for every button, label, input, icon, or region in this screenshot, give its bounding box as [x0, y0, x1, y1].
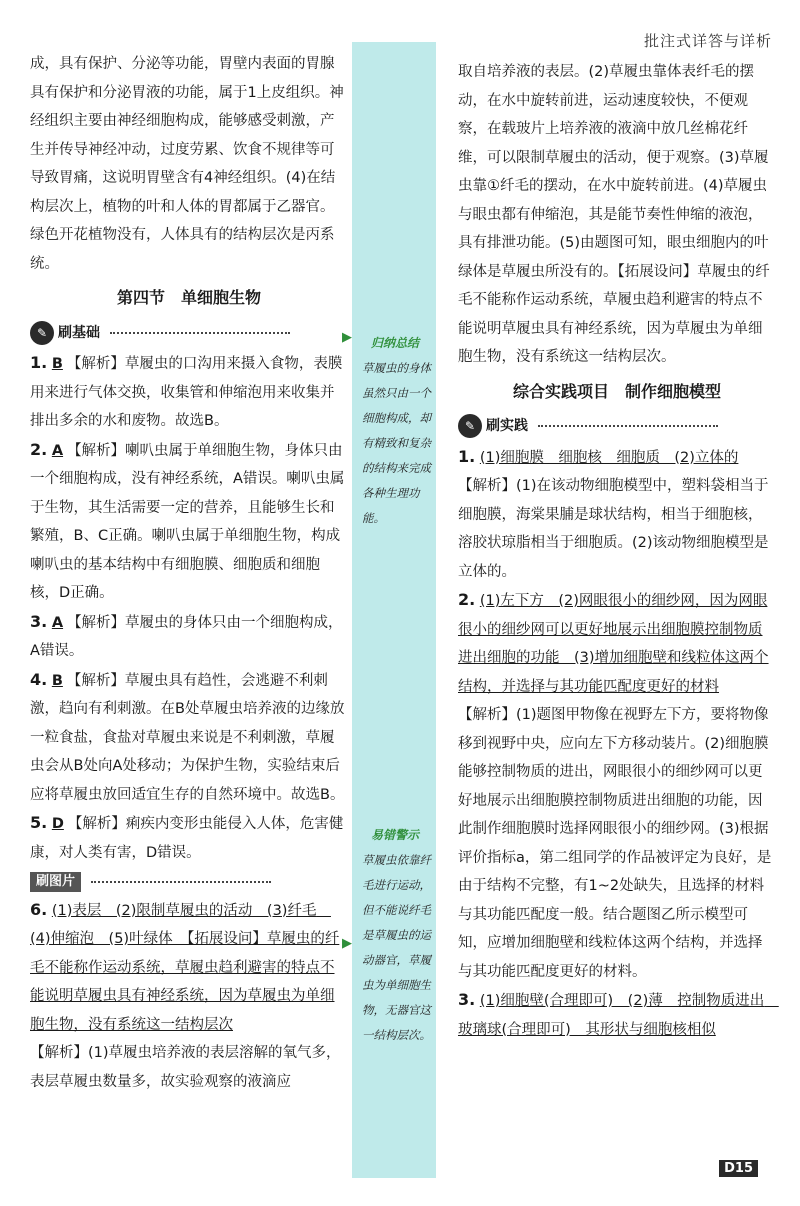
paragraph: 成，具有保护、分泌等功能，胃壁内表面的胃腺具有保护和分泌胃液的功能，属于1上皮组织。神经组织主要由神经细胞构成，能够感受刺激，产生并传导神经冲动，过度劳累、饮食不规律等可导致胃痛，这说明胃壁含有4神经组织。(4)在结构层次上，植物的叶和人体的胃都属于乙器官。绿色开花植物没有，人体具有的结构层次是丙系统。 [30, 56, 344, 272]
tag-label: 刷实践 [486, 418, 528, 434]
arrow-icon: ▶ [342, 936, 352, 951]
question [30, 809, 348, 867]
section-tag [458, 412, 718, 441]
answer: (1)细胞壁(合理即可) (2)薄 控制物质进出 玻璃球(合理即可) 其形状与细胞核相似 [458, 993, 779, 1038]
question [458, 586, 776, 701]
right-column [458, 58, 779, 1044]
question [458, 443, 776, 473]
divider [538, 425, 718, 427]
answer: A [51, 442, 64, 459]
divider [110, 332, 290, 334]
question [30, 349, 348, 436]
note-title: 易错警示 [370, 828, 419, 842]
question-number: 2. [458, 590, 476, 609]
explanation: 【解析】(1)在该动物细胞模型中，塑料袋相当于细胞膜，海棠果脯是球状结构，相当于细胞核，溶胶状琼脂相当于细胞质。(2)该动物细胞模型是立体的。 [458, 478, 769, 580]
question-number: 6. [30, 899, 48, 919]
question [30, 608, 348, 666]
answer: (1)细胞膜 细胞核 细胞质 (2)立体的 [479, 449, 739, 466]
arrow-icon: ▶ [342, 330, 352, 345]
question-number: 5. [30, 813, 48, 832]
note-title: 归纳总结 [370, 336, 419, 350]
explanation: 【解析】(1)草履虫培养液的表层溶解的氧气多，表层草履虫数量多，故实验观察的液滴应 [30, 1045, 341, 1090]
answer: A [51, 614, 64, 631]
answer: B [51, 356, 63, 372]
explanation: 【解析】草履虫的口沟用来摄入食物，表膜用来进行气体交换，收集管和伸缩泡用来收集并排出多余的水和废物。故选B。 [30, 356, 343, 429]
answer: D [51, 816, 64, 832]
tag-label: 刷图片 [30, 872, 81, 892]
tag-label: 刷基础 [58, 324, 100, 341]
question-number: 3. [458, 990, 476, 1009]
answer: (1)左下方 (2)网眼很小的细纱网，因为网眼很小的细纱网可以更好地展示出细胞膜控制物质进出细胞的功能 (3)增加细胞壁和线粒体这两个结构，并选择与其功能匹配度更好的材料 [458, 593, 769, 695]
brush-icon: ✎ [458, 414, 482, 438]
note-body: 草履虫依靠纤毛进行运动，但不能说纤毛是草履虫的运动器官，草履虫为单细胞生物，无器官这一结构层次。 [362, 853, 431, 1042]
section-title: 综合实践项目 制作细胞模型 [512, 381, 721, 401]
explanation: 【解析】草履虫具有趋性，会逃避不利刺激，趋向有利刺激。在B处草履虫培养液的边缘放一粒食盐，食盐对草履虫来说是不利刺激，草履虫会从B处向A处移动；为保护生物，实验结束后应将草履虫放回适宜生存的自然环境中。故选B。 [30, 672, 345, 803]
page-number: D15 [719, 1160, 758, 1177]
note-body: 草履虫的身体虽然只由一个细胞构成，却有精致和复杂的结构来完成各种生理功能。 [362, 361, 431, 525]
explanation: 【解析】痢疾内变形虫能侵入人体，危害健康，对人类有害，D错误。 [30, 816, 344, 861]
paragraph: 取自培养液的表层。(2)草履虫靠体表纤毛的摆动，在水中旋转前进，运动速度较快，不便观察，在载玻片上培养液的液滴中放几丝棉花纤维，可以限制草履虫的活动，便于观察。(3)草履虫靠①纤毛的摆动，在水中旋转前进。(4)草履虫与眼虫都有伸缩泡，其是能节奏性伸缩的液泡，具有排泄功能。(5)由题图可知，眼虫细胞内的叶绿体是草履虫所没有的。【拓展设问】草履虫的纤毛不能称作运动系统，草履虫趋利避害的特点不能说明草履虫具有神经系统，因为草履虫为单细胞生物，没有系统这一结构层次。 [458, 64, 770, 365]
explanation: 【解析】(1)题图甲物像在视野左下方，要将物像移到视野中央，应向左下方移动装片。(2)细胞膜能够控制物质的进出，网眼很小的细纱网可以更好地展示出细胞膜控制物质进出细胞的功能，因此制作细胞膜时选择网眼很小的细纱网。(3)根据评价指标a，第二组同学的作品被评定为良好，是由于结构不完整，有1~2处缺失，且选择的材料与其功能匹配度一般。结合题图乙所示模型可知，应增加细胞壁和线粒体这两个结构，并选择与其功能匹配度更好的材料。 [458, 707, 772, 980]
question [30, 666, 348, 810]
section-tag [30, 872, 271, 892]
page-header: 批注式详答与详析 [643, 32, 772, 50]
question-number: 3. [30, 611, 48, 631]
brush-icon: ✎ [30, 321, 54, 345]
divider [91, 881, 271, 883]
question-number: 1. [458, 446, 476, 466]
answer: B [51, 672, 63, 689]
question-number: 4. [30, 669, 48, 689]
section-tag [30, 319, 290, 348]
question [458, 986, 779, 1044]
section-title: 第四节 单细胞生物 [116, 288, 261, 307]
left-column [30, 50, 348, 1096]
question [30, 436, 348, 608]
question-number: 2. [30, 439, 48, 459]
explanation: 【解析】草履虫的身体只由一个细胞构成，A错误。 [30, 614, 343, 659]
explanation: 【解析】喇叭虫属于单细胞生物，身体只由一个细胞构成，没有神经系统，A错误。喇叭虫属于生物，其生活需要一定的营养，且能够生长和繁殖，B、C正确。喇叭虫属于单细胞生物，构成喇叭虫的基本结构中有细胞膜、细胞质和细胞核，D正确。 [30, 442, 345, 601]
question-number: 1. [30, 353, 48, 372]
question [30, 896, 348, 1040]
answer: (1)表层 (2)限制草履虫的活动 (3)纤毛 (4)伸缩泡 (5)叶绿体 【拓展设问】草履虫的纤毛不能称作运动系统，草履虫趋利避害的特点不能说明草履虫具有神经系统，因为草履虫为单细胞生物，没有系统这一结构层次 [30, 902, 340, 1033]
